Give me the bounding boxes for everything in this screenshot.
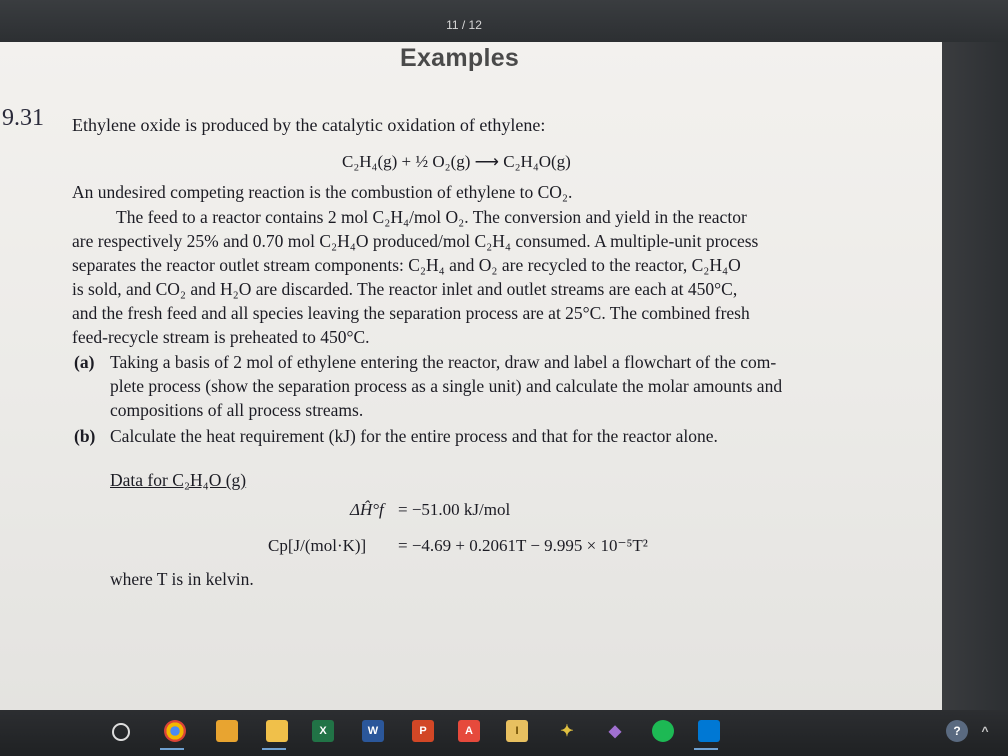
text-line: separates the reactor outlet stream components: C₂H₄ and O₂ are recycled to the reactor, C₂H₄O xyxy=(72,255,741,275)
enthalpy-symbol: ΔĤ°f xyxy=(350,500,384,519)
part-a-label: (a) xyxy=(74,352,95,372)
problem-number: 9.31 xyxy=(2,105,44,131)
text-line: is sold, and CO₂ and H₂O are discarded. The reactor inlet and outlet streams are each at 450°C, xyxy=(72,279,738,299)
reaction-equation: C₂H₄(g) + ½ O₂(g) ⟶ C₂H₄O(g) xyxy=(342,152,571,171)
taskbar xyxy=(0,710,1008,756)
acrobat-label: A xyxy=(465,725,473,737)
data-title: Data for C₂H₄O (g) xyxy=(110,470,247,490)
page-heading: Examples xyxy=(400,44,520,72)
outlook-icon[interactable] xyxy=(698,720,720,742)
window-edge xyxy=(942,42,1008,710)
part-a-line: compositions of all process streams. xyxy=(110,400,364,420)
text-line: An undesired competing reaction is the combustion of ethylene to CO₂. xyxy=(72,182,573,202)
excel-label: X xyxy=(319,725,327,737)
footer-note: where T is in kelvin. xyxy=(110,569,254,589)
slack-icon[interactable]: ✦ xyxy=(560,723,574,740)
acrobat-icon[interactable] xyxy=(458,720,480,742)
file-explorer-icon[interactable] xyxy=(266,720,288,742)
notepad-label: I xyxy=(515,725,519,737)
chevron-up-icon[interactable]: ^ xyxy=(981,724,989,738)
page-counter: 11 / 12 xyxy=(446,18,482,32)
word-icon[interactable] xyxy=(362,720,384,742)
powerpoint-icon[interactable] xyxy=(412,720,434,742)
text-line: and the fresh feed and all species leaving the separation process are at 25°C. The combined fresh xyxy=(72,303,750,323)
text-line: are respectively 25% and 0.70 mol C₂H₄O produced/mol C₂H₄ consumed. A multiple-unit process xyxy=(72,231,759,251)
document-page xyxy=(0,42,942,710)
viewer-toolbar xyxy=(0,0,1008,46)
notepad-icon[interactable] xyxy=(506,720,528,742)
enthalpy-value: = −51.00 kJ/mol xyxy=(398,500,511,519)
text-line: The feed to a reactor contains 2 mol C₂H₄/mol O₂. The conversion and yield in the reactor xyxy=(116,207,747,227)
active-indicator xyxy=(160,748,184,750)
spotify-icon[interactable] xyxy=(652,720,674,742)
powerpoint-label: P xyxy=(419,725,427,737)
part-b-text: Calculate the heat requirement (kJ) for the entire process and that for the reactor alone. xyxy=(110,426,718,446)
word-label: W xyxy=(367,725,379,737)
cp-formula: = −4.69 + 0.2061T − 9.995 × 10⁻⁵T² xyxy=(398,536,648,555)
cp-symbol: Cp[J/(mol·K)] xyxy=(268,536,367,555)
store-icon[interactable] xyxy=(216,720,238,742)
active-indicator xyxy=(262,748,286,750)
active-indicator xyxy=(694,748,718,750)
help-icon[interactable]: ? xyxy=(946,720,968,742)
text-line: feed-recycle stream is preheated to 450°C. xyxy=(72,327,370,347)
part-a-line: plete process (show the separation process as a single unit) and calculate the molar amounts and xyxy=(110,376,783,396)
vs-icon[interactable]: ◆ xyxy=(608,723,622,740)
chrome-icon[interactable] xyxy=(164,720,186,742)
cortana-icon[interactable] xyxy=(112,723,130,741)
part-a-line: Taking a basis of 2 mol of ethylene entering the reactor, draw and label a flowchart of the com- xyxy=(110,352,777,372)
problem-intro: Ethylene oxide is produced by the catalytic oxidation of ethylene: xyxy=(72,115,546,135)
part-b-label: (b) xyxy=(74,426,96,446)
excel-icon[interactable] xyxy=(312,720,334,742)
